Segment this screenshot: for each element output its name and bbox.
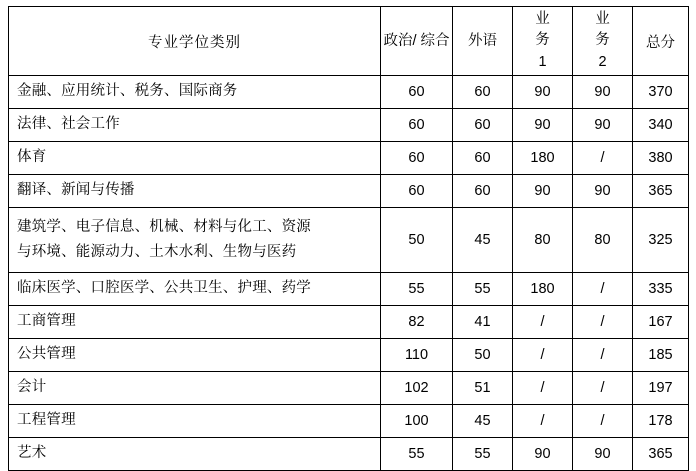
column-header-business-1-char1: 业	[535, 11, 550, 28]
column-header-major: 专业学位类别	[9, 7, 381, 76]
table-row	[9, 142, 689, 175]
column-header-business-1-char2: 务	[535, 32, 550, 49]
cell-foreign: 51	[453, 372, 513, 405]
cell-business-1: /	[513, 306, 573, 339]
cell-politics: 55	[381, 438, 453, 471]
cell-business-2: /	[573, 306, 633, 339]
cell-politics: 60	[381, 175, 453, 208]
table-row	[9, 76, 689, 109]
cell-business-1: 90	[513, 76, 573, 109]
cell-business-1: 80	[513, 208, 573, 273]
cell-foreign: 60	[453, 76, 513, 109]
cell-major	[9, 273, 381, 306]
cell-major	[9, 306, 381, 339]
table-row	[9, 405, 689, 438]
cell-major-line: 体育	[17, 149, 47, 166]
cell-business-2: 90	[573, 438, 633, 471]
cell-business-2: /	[573, 405, 633, 438]
cell-major-line: 艺术	[17, 445, 47, 462]
cell-major	[9, 339, 381, 372]
cell-major-line: 法律、社会工作	[17, 116, 120, 133]
cell-total: 365	[633, 175, 689, 208]
cell-foreign: 55	[453, 273, 513, 306]
cell-politics: 50	[381, 208, 453, 273]
cell-foreign: 45	[453, 208, 513, 273]
table-header-row	[9, 7, 689, 76]
cell-major	[9, 142, 381, 175]
table-row	[9, 273, 689, 306]
cell-business-1: 180	[513, 273, 573, 306]
cell-total: 167	[633, 306, 689, 339]
table-row	[9, 372, 689, 405]
cell-major	[9, 405, 381, 438]
cell-politics: 102	[381, 372, 453, 405]
cell-politics: 60	[381, 109, 453, 142]
cell-business-1: /	[513, 405, 573, 438]
cell-total: 370	[633, 76, 689, 109]
cell-business-1: 90	[513, 438, 573, 471]
cell-foreign: 60	[453, 142, 513, 175]
cell-politics: 110	[381, 339, 453, 372]
cell-politics: 82	[381, 306, 453, 339]
table-row	[9, 306, 689, 339]
column-header-politics-line2: 综合	[420, 32, 450, 49]
cell-politics: 60	[381, 76, 453, 109]
cell-business-1: 90	[513, 109, 573, 142]
cell-major	[9, 208, 381, 273]
cell-major-line: 公共管理	[17, 346, 76, 363]
cell-total: 325	[633, 208, 689, 273]
cell-major-line: 会计	[17, 379, 47, 396]
cell-foreign: 50	[453, 339, 513, 372]
cell-business-2: 80	[573, 208, 633, 273]
cell-major-line: 翻译、新闻与传播	[17, 182, 135, 199]
cell-major	[9, 372, 381, 405]
cell-business-1: 180	[513, 142, 573, 175]
cell-politics: 100	[381, 405, 453, 438]
cell-total: 335	[633, 273, 689, 306]
cell-total: 365	[633, 438, 689, 471]
cell-major-line: 临床医学、口腔医学、公共卫生、护理、药学	[17, 280, 311, 297]
column-header-politics	[381, 7, 453, 76]
cell-foreign: 41	[453, 306, 513, 339]
cell-business-1: /	[513, 372, 573, 405]
cell-foreign: 60	[453, 109, 513, 142]
table-row	[9, 339, 689, 372]
cell-business-2: /	[573, 142, 633, 175]
table-row	[9, 109, 689, 142]
cell-business-1: 90	[513, 175, 573, 208]
cell-business-2: 90	[573, 175, 633, 208]
cell-total: 197	[633, 372, 689, 405]
cell-foreign: 55	[453, 438, 513, 471]
cell-major-line: 与环境、能源动力、土木水利、生物与医药	[17, 244, 297, 260]
cell-business-2: /	[573, 372, 633, 405]
cell-major	[9, 175, 381, 208]
column-header-total: 总分	[633, 7, 689, 76]
cell-business-2: 90	[573, 109, 633, 142]
column-header-business-2-char2: 务	[595, 32, 610, 49]
cell-foreign: 45	[453, 405, 513, 438]
cell-major	[9, 76, 381, 109]
table-row	[9, 175, 689, 208]
column-header-business-1-char3: 1	[538, 53, 547, 70]
cell-business-2: 90	[573, 76, 633, 109]
cell-total: 178	[633, 405, 689, 438]
cell-total: 185	[633, 339, 689, 372]
cell-major	[9, 109, 381, 142]
cell-major-line: 工商管理	[17, 313, 76, 330]
admission-score-table	[8, 6, 689, 471]
cell-major-line: 建筑学、电子信息、机械、材料与化工、资源	[17, 218, 311, 235]
cell-politics: 55	[381, 273, 453, 306]
cell-politics: 60	[381, 142, 453, 175]
table-row	[9, 208, 689, 273]
cell-business-2: /	[573, 273, 633, 306]
cell-business-1: /	[513, 339, 573, 372]
cell-total: 340	[633, 109, 689, 142]
column-header-foreign-language: 外语	[453, 7, 513, 76]
cell-business-2: /	[573, 339, 633, 372]
column-header-business-2-char1: 业	[595, 11, 610, 28]
cell-foreign: 60	[453, 175, 513, 208]
column-header-politics-line1: 政治/	[383, 32, 417, 49]
cell-major-line: 工程管理	[17, 412, 76, 429]
column-header-business-2	[573, 7, 633, 76]
column-header-business-1	[513, 7, 573, 76]
column-header-business-2-char3: 2	[598, 53, 607, 70]
cell-major-line: 金融、应用统计、税务、国际商务	[17, 83, 238, 100]
cell-total: 380	[633, 142, 689, 175]
